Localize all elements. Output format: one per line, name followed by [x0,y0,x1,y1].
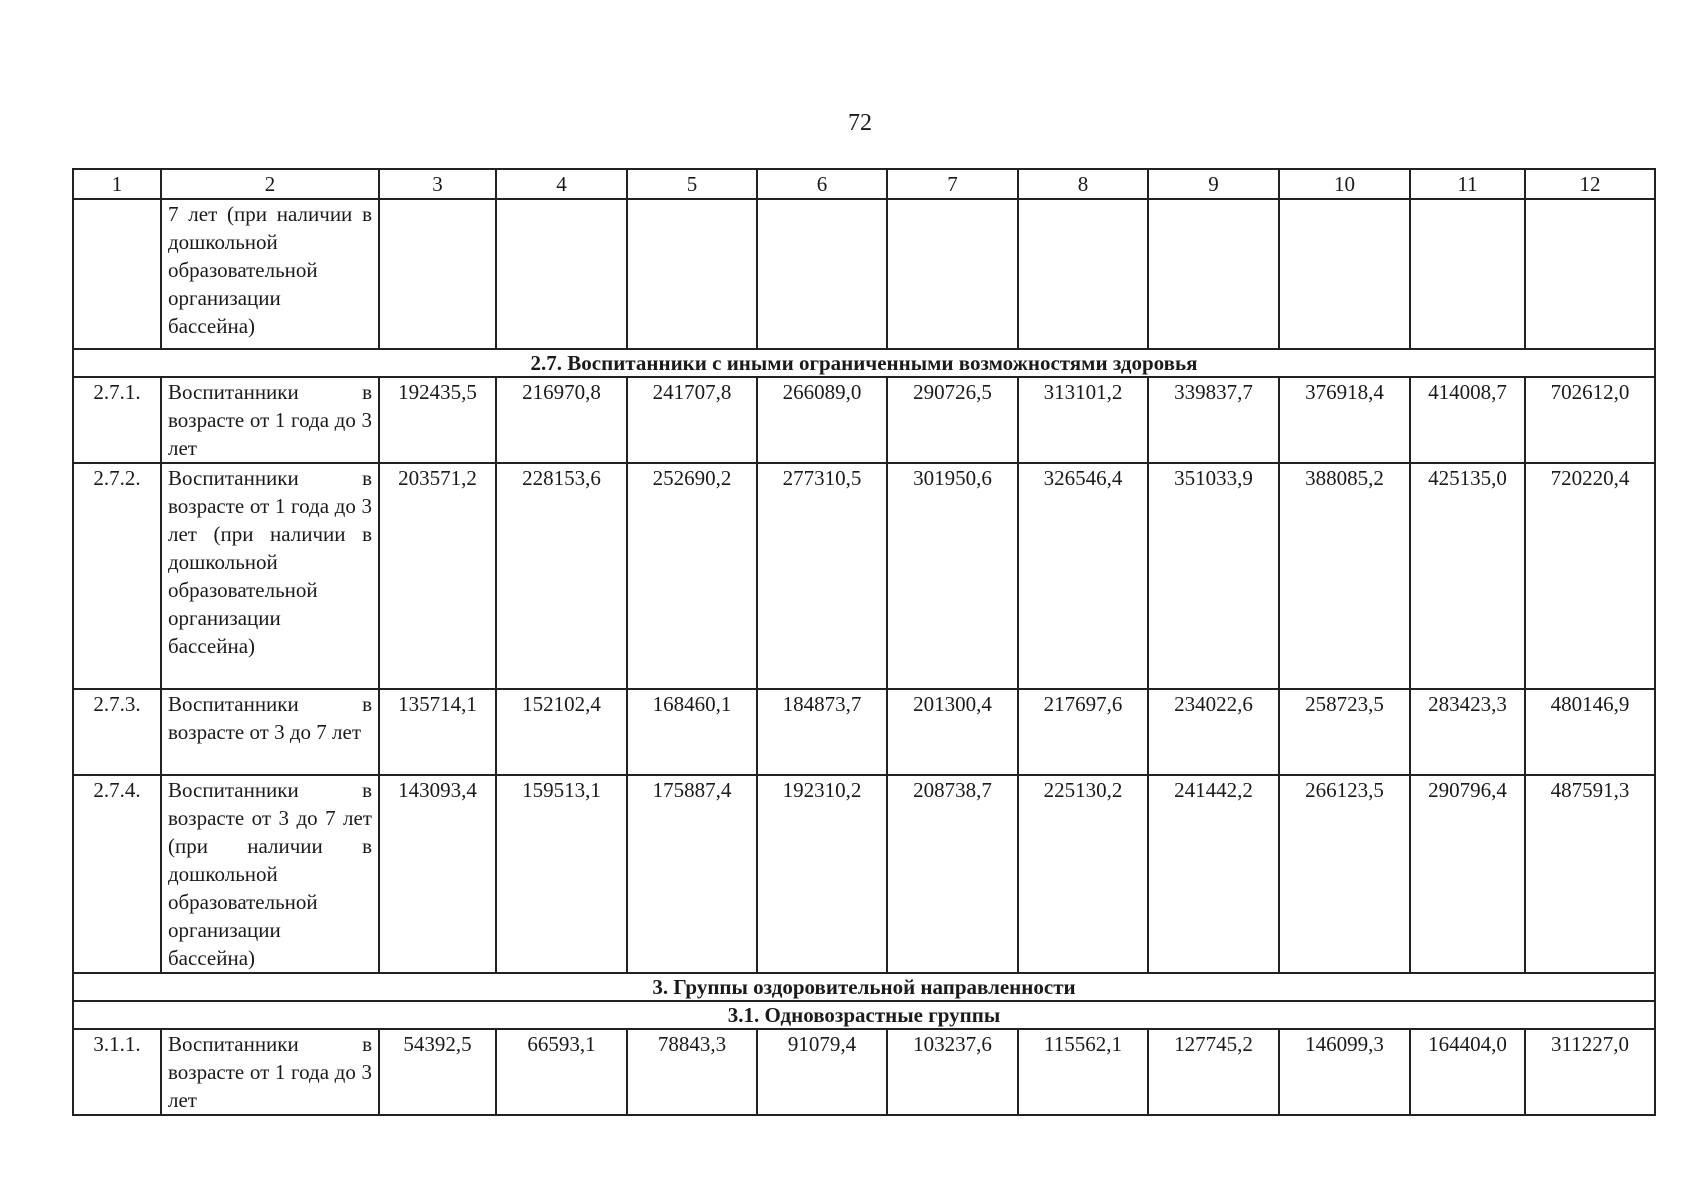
row-description: Воспитанники в возрасте от 3 до 7 лет (при наличии в дошкольной образовательной организации бассейна) [161,775,379,973]
row-code: 2.7.1. [73,377,161,463]
value-cell: 702612,0 [1525,377,1655,463]
row-description: Воспитанники в возрасте от 1 года до 3 лет (при наличии в дошкольной образовательной организации бассейна) [161,463,379,689]
table-row [73,775,1655,973]
empty-cell [887,199,1018,349]
value-cell: 326546,4 [1018,463,1148,689]
column-number: 9 [1148,169,1279,199]
value-cell: 135714,1 [379,689,496,775]
row-code: 2.7.2. [73,463,161,689]
row-code: 3.1.1. [73,1029,161,1115]
value-cell: 78843,3 [627,1029,757,1115]
row-code: 2.7.4. [73,775,161,973]
row-description: 7 лет (при наличии в дошкольной образовательной организации бассейна) [161,199,379,349]
value-cell: 720220,4 [1525,463,1655,689]
column-number: 7 [887,169,1018,199]
empty-cell [1018,199,1148,349]
empty-cell [627,199,757,349]
column-number: 1 [73,169,161,199]
value-cell: 258723,5 [1279,689,1410,775]
column-number-header-row [73,169,1655,199]
section-heading-3: 3. Группы оздоровительной направленности [73,973,1655,1001]
value-cell: 225130,2 [1018,775,1148,973]
column-number: 12 [1525,169,1655,199]
empty-cell [379,199,496,349]
value-cell: 192435,5 [379,377,496,463]
value-cell: 184873,7 [757,689,887,775]
value-cell: 252690,2 [627,463,757,689]
column-number: 4 [496,169,627,199]
value-cell: 311227,0 [1525,1029,1655,1115]
table-row-continuation [73,199,1655,349]
row-code [73,199,161,349]
value-cell: 164404,0 [1410,1029,1525,1115]
column-number: 2 [161,169,379,199]
section-heading-3-1: 3.1. Одновозрастные группы [73,1001,1655,1029]
value-cell: 414008,7 [1410,377,1525,463]
value-cell: 290796,4 [1410,775,1525,973]
value-cell: 208738,7 [887,775,1018,973]
value-cell: 480146,9 [1525,689,1655,775]
section-heading-row [73,349,1655,377]
value-cell: 192310,2 [757,775,887,973]
value-cell: 159513,1 [496,775,627,973]
value-cell: 91079,4 [757,1029,887,1115]
value-cell: 301950,6 [887,463,1018,689]
tariff-table [72,168,1656,1116]
value-cell: 487591,3 [1525,775,1655,973]
section-heading-row [73,1001,1655,1029]
value-cell: 146099,3 [1279,1029,1410,1115]
value-cell: 228153,6 [496,463,627,689]
column-number: 10 [1279,169,1410,199]
value-cell: 290726,5 [887,377,1018,463]
value-cell: 313101,2 [1018,377,1148,463]
empty-cell [1279,199,1410,349]
empty-cell [757,199,887,349]
empty-cell [1525,199,1655,349]
value-cell: 376918,4 [1279,377,1410,463]
section-heading-2-7: 2.7. Воспитанники с иными ограниченными возможностями здоровья [73,349,1655,377]
value-cell: 168460,1 [627,689,757,775]
section-heading-row [73,973,1655,1001]
column-number: 5 [627,169,757,199]
value-cell: 201300,4 [887,689,1018,775]
value-cell: 54392,5 [379,1029,496,1115]
value-cell: 152102,4 [496,689,627,775]
empty-cell [1148,199,1279,349]
value-cell: 175887,4 [627,775,757,973]
table-row [73,1029,1655,1115]
row-description: Воспитанники в возрасте от 1 года до 3 лет [161,377,379,463]
table-row [73,463,1655,689]
value-cell: 216970,8 [496,377,627,463]
value-cell: 277310,5 [757,463,887,689]
value-cell: 115562,1 [1018,1029,1148,1115]
value-cell: 351033,9 [1148,463,1279,689]
table-row [73,377,1655,463]
row-code: 2.7.3. [73,689,161,775]
table-row [73,689,1655,775]
column-number: 8 [1018,169,1148,199]
row-description: Воспитанники в возрасте от 3 до 7 лет [161,689,379,775]
value-cell: 339837,7 [1148,377,1279,463]
column-number: 6 [757,169,887,199]
value-cell: 283423,3 [1410,689,1525,775]
value-cell: 388085,2 [1279,463,1410,689]
value-cell: 266089,0 [757,377,887,463]
value-cell: 66593,1 [496,1029,627,1115]
column-number: 3 [379,169,496,199]
value-cell: 203571,2 [379,463,496,689]
page-number: 72 [848,110,872,136]
value-cell: 241442,2 [1148,775,1279,973]
column-number: 11 [1410,169,1525,199]
row-description: Воспитанники в возрасте от 1 года до 3 лет [161,1029,379,1115]
value-cell: 103237,6 [887,1029,1018,1115]
value-cell: 234022,6 [1148,689,1279,775]
value-cell: 425135,0 [1410,463,1525,689]
value-cell: 143093,4 [379,775,496,973]
value-cell: 217697,6 [1018,689,1148,775]
empty-cell [496,199,627,349]
empty-cell [1410,199,1525,349]
value-cell: 127745,2 [1148,1029,1279,1115]
value-cell: 241707,8 [627,377,757,463]
value-cell: 266123,5 [1279,775,1410,973]
